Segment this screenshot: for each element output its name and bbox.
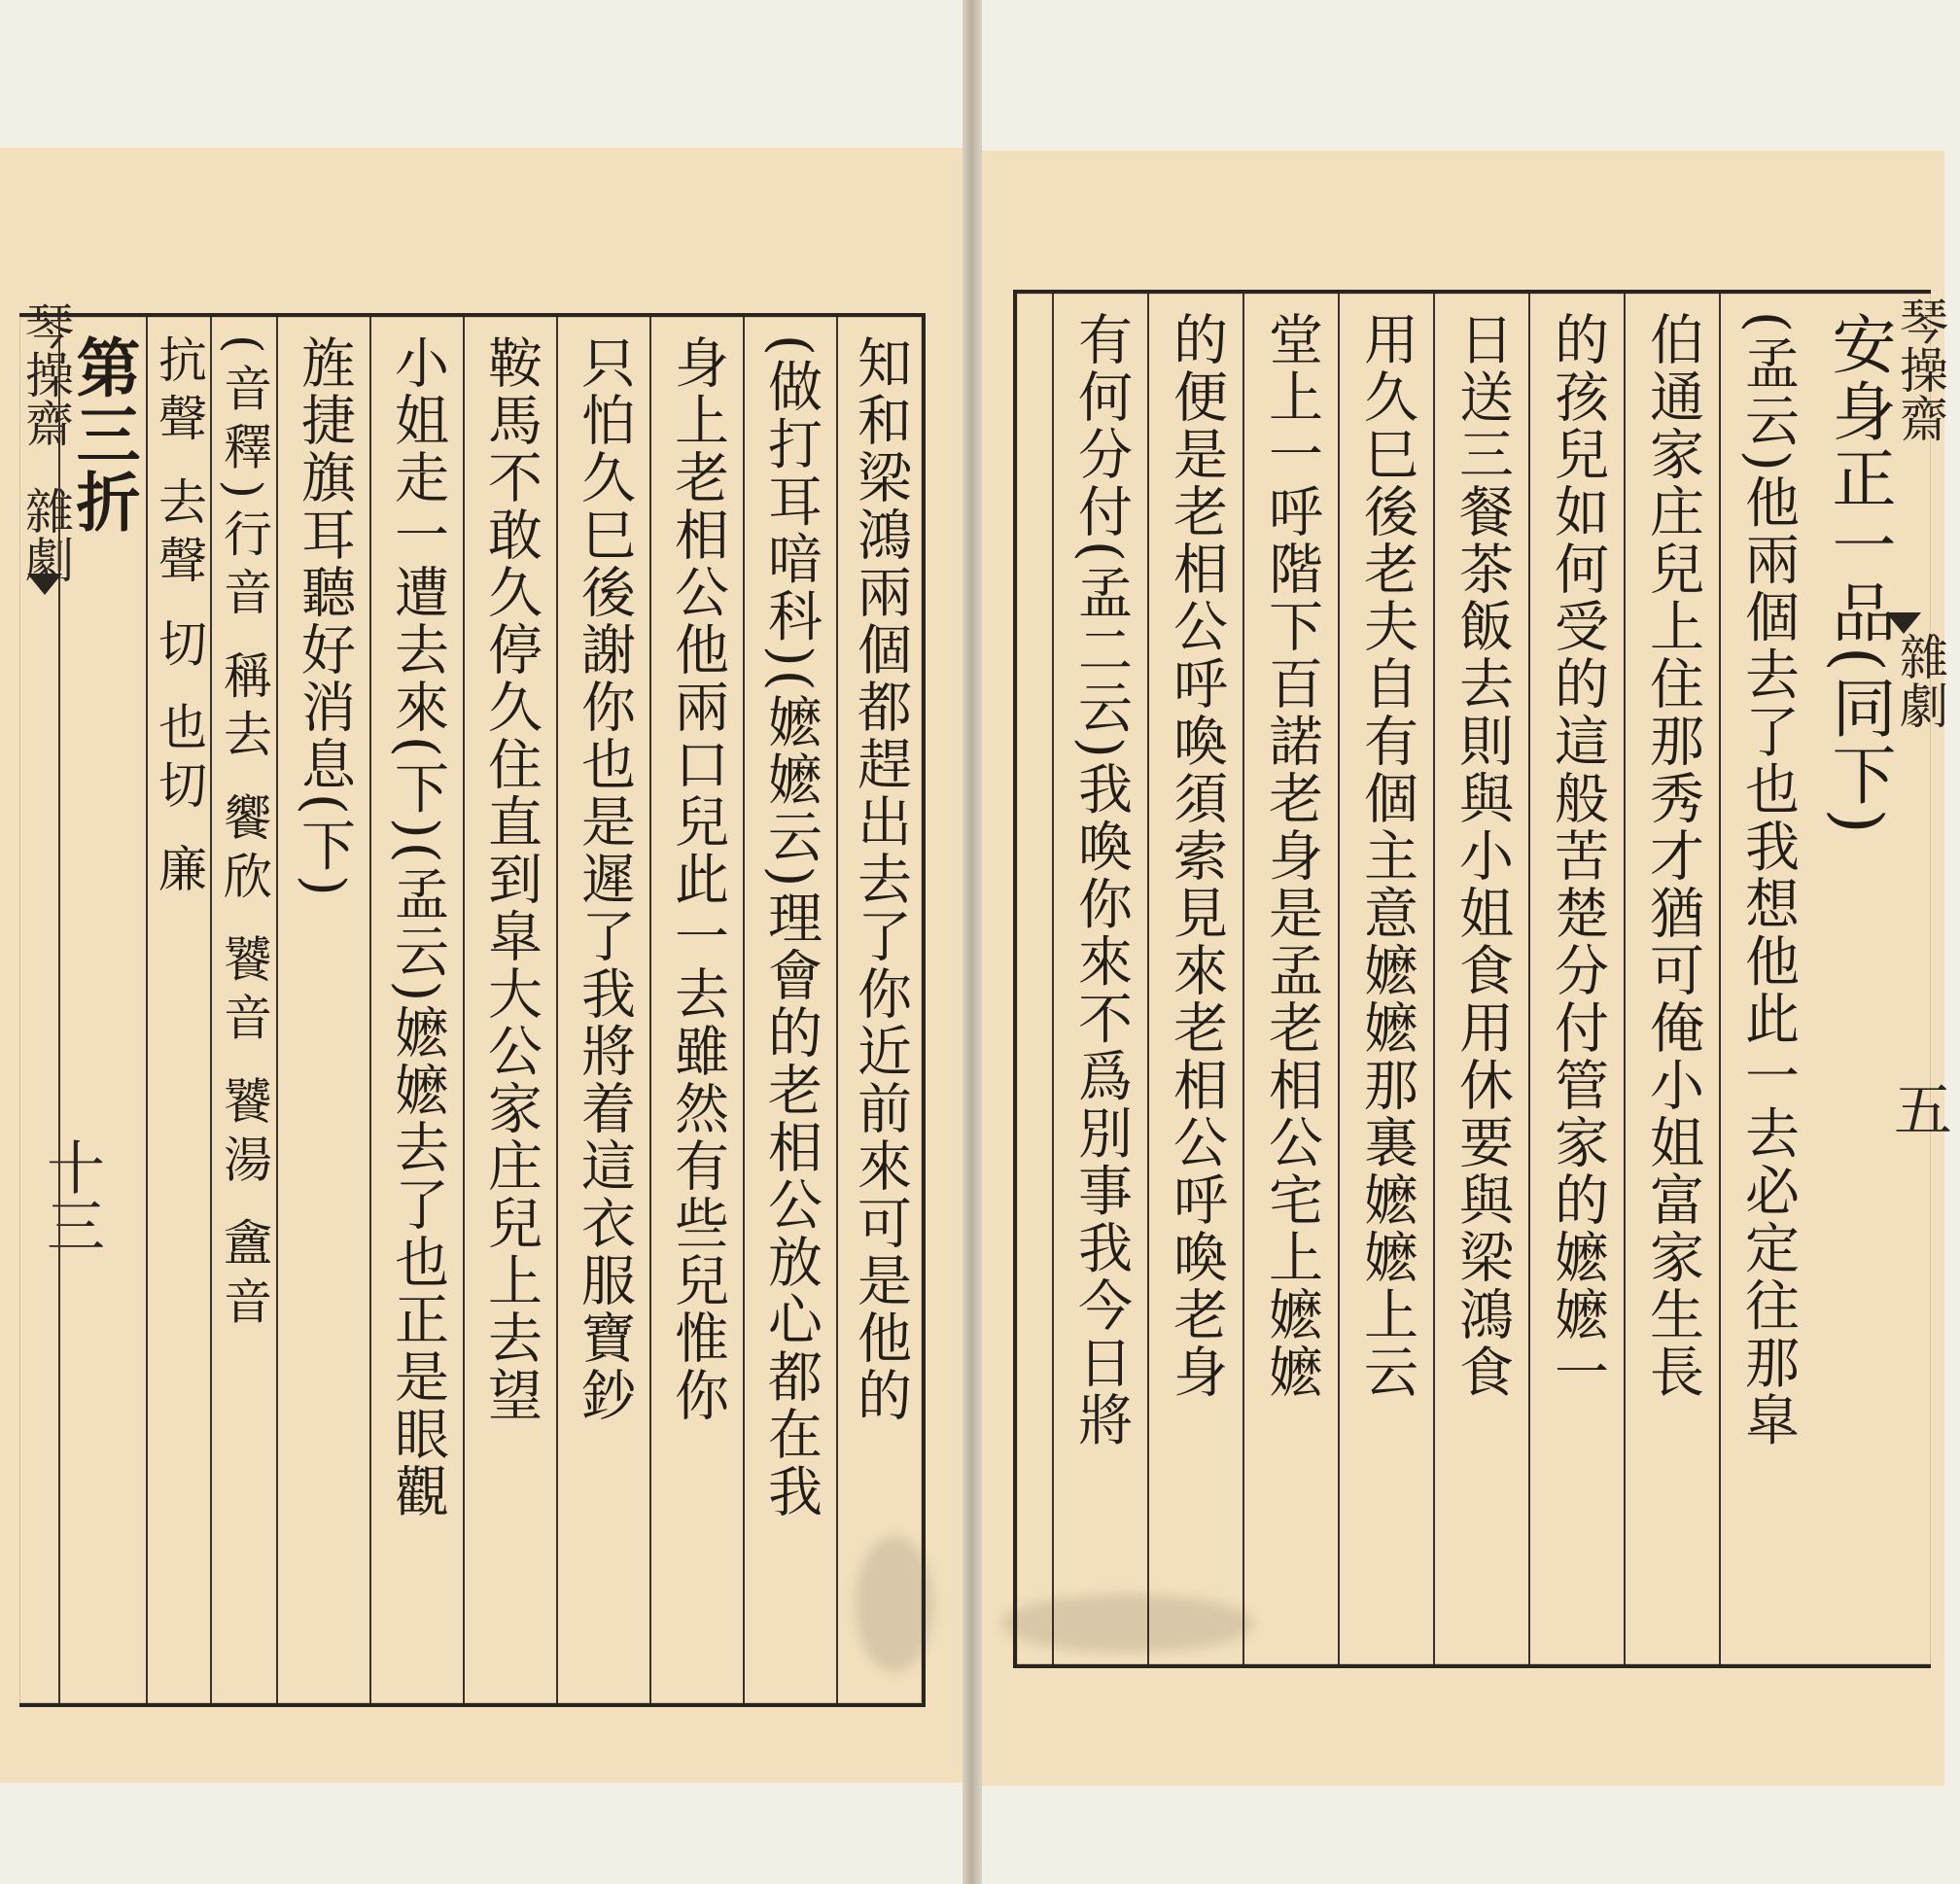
column-text: 伯通家庄兒上住那秀才猶可俺小姐富家生長 (1641, 311, 1704, 1401)
column-text: 日送三餐茶飯去則與小姐食用休要與梁鴻食 (1451, 311, 1514, 1401)
column-text: (孟云)他兩個去了也我想他此一去必定往那皐 (1736, 311, 1800, 1449)
right-text-frame (1013, 290, 1931, 1668)
column-text: 小姐走一遭去來(下)(孟云)嬷嬷去了也正是眼觀 (386, 334, 449, 1521)
right-folio: 五 (1884, 1079, 1952, 1137)
fishtail-mark (27, 574, 62, 599)
column-text: 身上老相公他兩口兒此一去雖然有些兒惟你 (666, 334, 729, 1424)
text-column (1242, 294, 1338, 1664)
text-column (1624, 294, 1719, 1664)
right-margin-subtitle: 雜劇 (1892, 632, 1948, 729)
text-column (1147, 294, 1242, 1664)
column-text: 旌捷旗耳聽好消息(下) (293, 334, 356, 899)
text-column (369, 317, 463, 1703)
ink-stain (856, 1536, 933, 1672)
text-column (743, 317, 836, 1703)
column-text: 鞍馬不敢久停久住直到皐大公家庄兒上去望 (479, 334, 542, 1424)
text-column (1052, 294, 1147, 1664)
ink-stain (1001, 1594, 1254, 1653)
column-text: 用久巳後老夫自有個主意嬷嬷那裏嬷嬷上云 (1355, 311, 1418, 1401)
column-text: 安身正一品(同下) (1821, 311, 1896, 837)
column-text: 有何分付(孟二云)我喚你來不爲別事我今日將 (1069, 311, 1133, 1449)
left-text-frame (19, 313, 926, 1707)
column-text: (音釋)行音 稱去 饗欣 饕音 饕湯 盦音 (216, 334, 272, 1335)
column-text: 知和梁鴻兩個都趕出去了你近前來可是他的 (849, 334, 912, 1424)
column-text: 只怕久巳後謝你也是遲了我將着這衣服寶鈔 (573, 334, 636, 1424)
left-folio: 十三 (37, 1137, 105, 1254)
text-column (463, 317, 556, 1703)
text-column (836, 317, 922, 1703)
fishtail-mark (1886, 612, 1921, 638)
book-gutter (962, 0, 982, 1884)
column-text: 的便是老相公呼喚須索見來老相公呼喚老身 (1165, 311, 1228, 1401)
column-text: (做打耳喑科)(嬷嬷云)理會的老相公放心都在我 (759, 334, 822, 1521)
text-column (556, 317, 649, 1703)
left-margin-subtitle: 雜劇 (18, 486, 74, 583)
column-text: 堂上一呼階下百諾老身是孟老相公宅上嬷嬷 (1260, 311, 1323, 1401)
left-margin-title: 琴操齋 (18, 301, 74, 447)
text-column (1719, 294, 1814, 1664)
text-column (1433, 294, 1528, 1664)
text-column (1528, 294, 1624, 1664)
column-text: 的孩兒如何受的這般苦楚分付管家的嬷嬷一 (1546, 311, 1609, 1401)
text-column (276, 317, 369, 1703)
column-text: 抗聲 去聲 切 也切 廉 (151, 334, 207, 902)
text-column (1338, 294, 1433, 1664)
right-margin-title: 琴操齋 (1892, 297, 1948, 442)
text-column (210, 317, 276, 1703)
text-column (1814, 294, 1902, 1664)
chapter-heading: 第三折 (65, 334, 141, 536)
text-column (146, 317, 210, 1703)
text-column (649, 317, 743, 1703)
chapter-heading-column (58, 317, 146, 1703)
